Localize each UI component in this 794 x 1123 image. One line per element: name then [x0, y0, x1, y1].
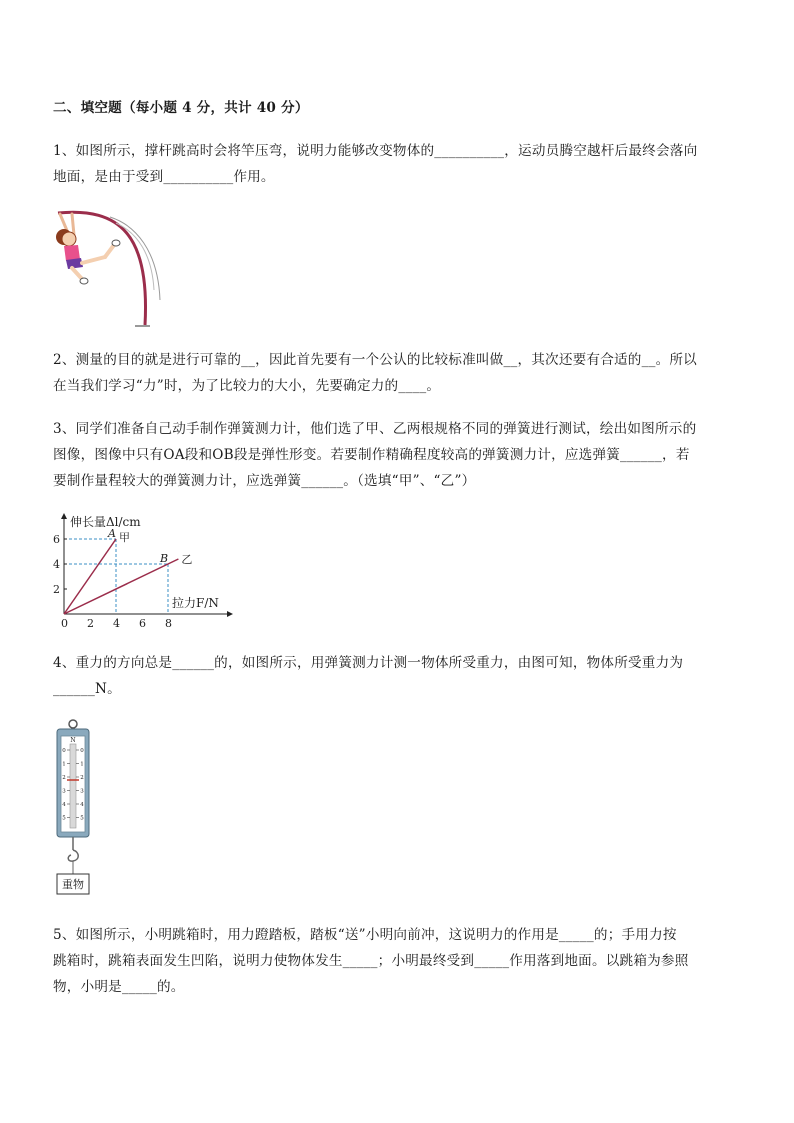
q3-line-2: 图像，图像中只有OA段和OB段是弹性形变。若要制作精确程度较高的弹簧测力计，应选弹簧______，若	[53, 447, 690, 463]
scale-unit: N	[70, 737, 76, 744]
scale-tick-right: 1	[80, 761, 84, 768]
motion-line	[116, 223, 154, 290]
pole-vault-figure	[50, 205, 165, 330]
y-tick-label: 2	[53, 583, 60, 596]
point-label-B: B	[160, 552, 169, 565]
x-tick-label: 6	[139, 617, 146, 630]
q5-line-2: 跳箱时，跳箱表面发生凹陷，说明力使物体发生_____；小明最终受到_____作用落到地面。以跳箱为参照	[53, 953, 689, 969]
q1-line-1: 1、如图所示，撑杆跳高时会将竿压弯，说明力能够改变物体的__________，运动员腾空越杆后最终会落向	[53, 143, 698, 159]
leg	[72, 268, 82, 279]
q5-line-1: 5、如图所示，小明跳箱时，用力蹬踏板，踏板“送”小明向前冲，这说明力的作用是_____的；手用力按	[53, 927, 677, 943]
point-label-A: A	[108, 527, 116, 540]
leg	[82, 257, 105, 263]
elongation-chart	[46, 510, 236, 630]
shoe	[112, 240, 120, 246]
series-name-乙: 乙	[181, 553, 193, 566]
x-axis-label: 拉力F/N	[172, 596, 219, 610]
q2-line-2: 在当我们学习“力”时，为了比较力的大小，先要确定力的____。	[53, 378, 441, 394]
q3-line-3: 要制作量程较大的弹簧测力计，应选弹簧______。（选填“甲”、“乙”）	[53, 473, 476, 489]
top-ring	[69, 720, 77, 728]
x-tick-label: 2	[87, 617, 94, 630]
scale-tick-left: 5	[62, 815, 66, 822]
scale-tick-right: 2	[80, 775, 84, 781]
scale-tick-left: 0	[62, 748, 66, 754]
section-title: 二、填空题（每小题 4 分，共计 40 分）	[53, 100, 309, 116]
head	[62, 232, 76, 246]
spring-scale-figure	[52, 718, 102, 903]
scale-tick-left: 3	[62, 788, 66, 795]
weight-label: 重物	[62, 878, 84, 891]
motion-line	[110, 217, 160, 300]
series-line-乙	[64, 559, 178, 614]
scale-tick-right: 5	[80, 815, 84, 822]
scale-tick-left: 2	[62, 775, 66, 781]
shoe	[80, 278, 88, 284]
y-tick-label: 6	[53, 533, 60, 546]
arm	[72, 214, 74, 235]
q4-line-2: ______N。	[53, 681, 121, 697]
leg	[105, 245, 114, 257]
scale-tick-right: 0	[80, 748, 84, 754]
scale-tick-right: 3	[80, 788, 84, 795]
q3-line-1: 3、同学们准备自己动手制作弹簧测力计，他们选了甲、乙两根规格不同的弹簧进行测试，绘出如图所示的	[53, 421, 697, 437]
x-tick-label: 0	[61, 617, 68, 630]
q2-line-1: 2、测量的目的就是进行可靠的__，因此首先要有一个公认的比较标准叫做__，其次还要有合适的__。所以	[53, 352, 697, 368]
hook-icon	[68, 850, 78, 861]
series-name-甲: 甲	[119, 531, 130, 544]
q1-line-2: 地面，是由于受到__________作用。	[53, 169, 275, 185]
chart-ticks	[53, 533, 172, 630]
q5-line-3: 物，小明是_____的。	[53, 979, 185, 995]
y-axis-label: 伸长量Δl/cm	[70, 515, 141, 529]
q4-line-1: 4、重力的方向总是______的，如图所示，用弹簧测力计测一物体所受重力，由图可知，物体所受重力为	[53, 655, 684, 671]
x-tick-label: 4	[113, 617, 120, 630]
scale-tick-left: 4	[62, 802, 66, 808]
scale-tick-left: 1	[62, 761, 66, 768]
spring-tube	[70, 744, 76, 828]
chart-guides	[64, 539, 168, 614]
scale-tick-right: 4	[80, 802, 84, 808]
y-tick-label: 4	[53, 558, 60, 571]
x-tick-label: 8	[165, 617, 172, 630]
series-line-甲	[64, 539, 116, 614]
